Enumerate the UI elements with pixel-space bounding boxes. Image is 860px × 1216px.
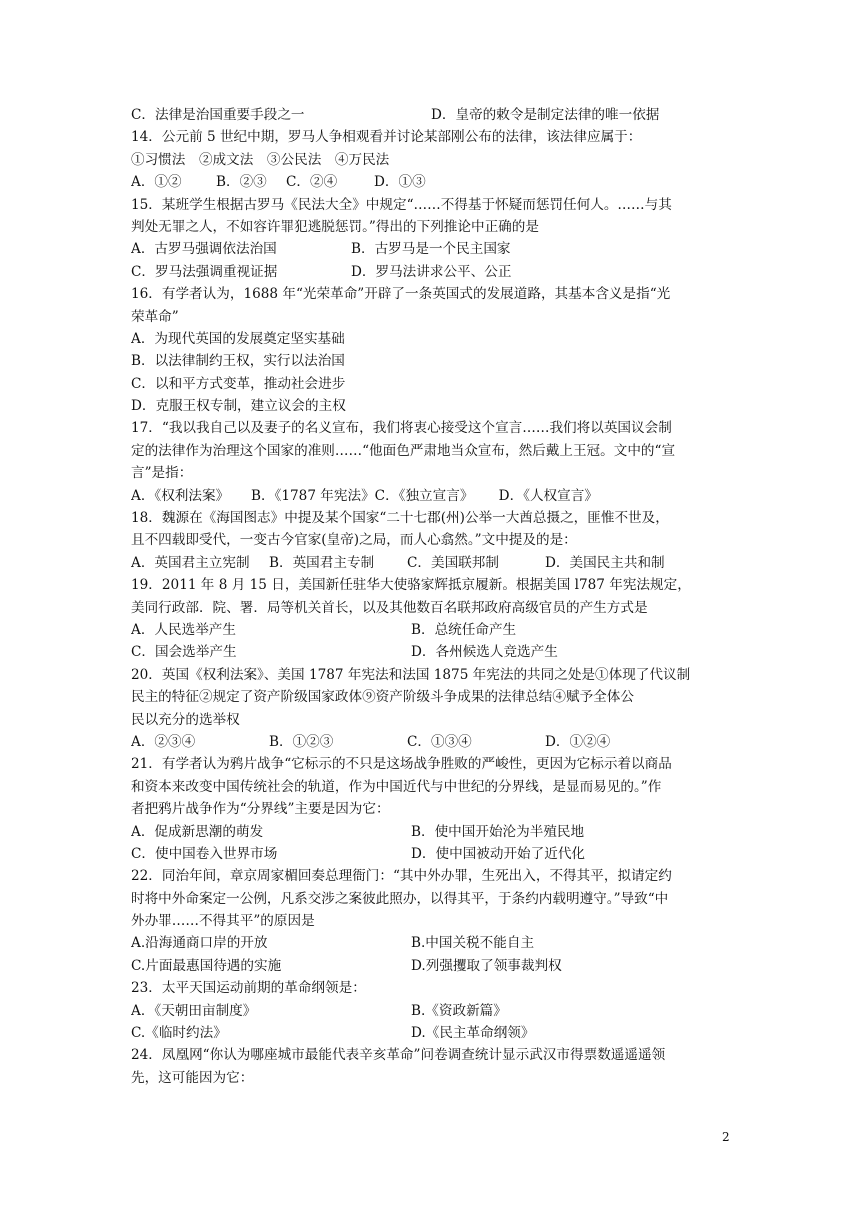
answer-option: D.《民主革命纲领》 [411, 1025, 535, 1042]
answer-option: D．罗马法讲求公平、公正 [351, 263, 512, 280]
text-line: C．以和平方式变革，推动社会进步 [131, 375, 346, 392]
document-body [131, 104, 731, 1089]
answer-option: D．《人权宣言》 [498, 487, 598, 504]
answer-option: B．古罗马是一个民主国家 [351, 241, 511, 258]
answer-option: A．①② [131, 174, 182, 191]
option-row [131, 485, 731, 507]
option-row [131, 932, 731, 954]
option-row [131, 1000, 731, 1022]
answer-option: B．②③ [216, 174, 267, 191]
text-line: 外办罪……不得其平”的原因是 [131, 913, 315, 930]
option-row [131, 641, 731, 663]
text-line: 美同行政部．院、署．局等机关首长，以及其他数百名联邦政府高级官员的产生方式是 [131, 599, 648, 616]
option-row [131, 843, 731, 865]
page-number: 2 [722, 1130, 730, 1144]
option-row [131, 731, 731, 753]
answer-option: C．美国联邦制 [407, 554, 499, 571]
answer-option: A．促成新思潮的萌发 [131, 823, 264, 840]
answer-option: D．①③ [374, 174, 426, 191]
answer-option: A．人民选举产生 [131, 621, 236, 638]
answer-option: A．英国君主立宪制 [131, 554, 250, 571]
answer-option: A．《天朝田亩制度》 [131, 1002, 257, 1019]
text-line: 时将中外命案定一公例，凡系交涉之案彼此照办，以得其平，于条约内载明遵守。”导致“中 [131, 890, 669, 907]
answer-option: A．②③④ [131, 733, 196, 750]
answer-option: C.《临时约法》 [131, 1025, 227, 1042]
text-line: 者把鸦片战争作为“分界线”主要是因为它： [131, 801, 390, 818]
answer-option: C．①③④ [407, 733, 472, 750]
answer-option: B．使中国开始沦为半殖民地 [411, 823, 585, 840]
text-line: 且不四载即受代，一变古今官家(皇帝)之局，而人心翕然。”文中提及的是： [131, 532, 577, 549]
text-line: 22．同治年间，章京周家楣回奏总理衙门：“其中外办罪，生死出入，不得其平，拟请定约 [131, 868, 672, 885]
option-row [131, 171, 731, 193]
answer-option: A．古罗马强调依法治国 [131, 241, 277, 258]
answer-option: D．各州候选人竞选产生 [411, 644, 558, 661]
text-line: 民以充分的选举权 [131, 711, 240, 728]
answer-option: D．使中国被动开始了近代化 [411, 845, 586, 862]
answer-option: C．法律是治国重要手段之一 [131, 107, 305, 123]
text-line: 言”是指： [131, 465, 193, 482]
text-line: 荣革命” [131, 308, 179, 325]
answer-option: A.沿海通商口岸的开放 [131, 935, 268, 952]
option-row [131, 552, 731, 574]
text-line: 20．英国《权利法案》、美国 1787 年宪法和法国 1875 年宪法的共同之处是①体现了代议制 [131, 666, 691, 683]
option-row [131, 821, 731, 843]
answer-option: D.列强攫取了领事裁判权 [411, 957, 562, 974]
answer-option: D．皇帝的敕令是制定法律的唯一依据 [431, 107, 660, 123]
text-line: 14．公元前 5 世纪中期，罗马人争相观看并讨论某部刚公布的法律，该法律应属于： [131, 129, 642, 146]
option-row [131, 955, 731, 977]
answer-option: C．使中国卷入世界市场 [131, 845, 278, 862]
answer-option: C．罗马法强调重视证据 [131, 263, 278, 280]
text-line: 判处无罪之人，不如容许罪犯逃脱惩罚。”得出的下列推论中正确的是 [131, 218, 539, 235]
answer-option: B.中国关税不能自主 [411, 935, 535, 952]
option-row [131, 104, 731, 126]
option-row [131, 619, 731, 641]
option-row [131, 238, 731, 260]
text-line: 18．魏源在《海国图志》中提及某个国家“二十七郡(州)公举一大酋总摄之，匪惟不世及， [131, 510, 669, 527]
answer-option: B．英国君主专制 [269, 554, 375, 571]
answer-option: D．美国民主共和制 [545, 554, 665, 571]
text-line: ①习惯法 ②成文法 ③公民法 ④万民法 [131, 151, 390, 168]
text-line: 16．有学者认为，1688 年“光荣革命”开辟了一条英国式的发展道路，其基本含义是指“光 [131, 286, 671, 303]
answer-option: B．①②③ [269, 733, 334, 750]
text-line: 定的法律作为治理这个国家的准则……“他面色严肃地当众宣布，然后戴上王冠。文中的“宣 [131, 442, 676, 459]
answer-option: A．《权利法案》 [131, 487, 230, 504]
answer-option: B．总统任命产生 [411, 621, 517, 638]
answer-option: C．《独立宣言》 [374, 487, 474, 504]
text-line: 17．“我以我自己以及妻子的名义宣布，我们将衷心接受这个宣言……我们将以英国议会制 [131, 420, 672, 437]
text-line: 先，这可能因为它： [131, 1069, 254, 1086]
answer-option: C.片面最惠国待遇的实施 [131, 957, 282, 974]
answer-option: D．①②④ [545, 733, 611, 750]
answer-option: B.《资政新篇》 [411, 1002, 507, 1019]
text-line: D．克服王权专制，建立议会的主权 [131, 398, 346, 415]
option-row [131, 261, 731, 283]
text-line: B．以法律制约王权，实行以法治国 [131, 353, 345, 370]
answer-option: B．《1787 年宪法》 [251, 487, 375, 504]
text-line: A．为现代英国的发展奠定坚实基础 [131, 330, 345, 347]
text-line: 民主的特征②规定了资产阶级国家政体⑨资产阶级斗争成果的法律总结④赋予全体公 [131, 689, 634, 706]
text-line: 21．有学者认为鸦片战争“它标示的不只是这场战争胜败的严峻性，更因为它标示着以商品 [131, 756, 672, 773]
text-line: 19．2011 年 8 月 15 日，美国新任驻华大使骆家辉抵京履新。根据美国 l787 年宪法规定， [131, 577, 691, 594]
text-line: 和资本来改变中国传统社会的轨道，作为中国近代与中世纪的分界线，是显而易见的。”作 [131, 778, 662, 795]
text-line: 15．某班学生根据古罗马《民法大全》中规定“……不得基于怀疑而惩罚任何人。……与其 [131, 196, 672, 213]
option-row [131, 1022, 731, 1044]
answer-option: C．国会选举产生 [131, 644, 237, 661]
answer-option: C．②④ [286, 174, 338, 191]
text-line: 23．太平天国运动前期的革命纲领是： [131, 980, 366, 997]
text-line: 24．凤凰网“你认为哪座城市最能代表辛亥革命”问卷调查统计显示武汉市得票数遥遥遥领 [131, 1047, 666, 1064]
